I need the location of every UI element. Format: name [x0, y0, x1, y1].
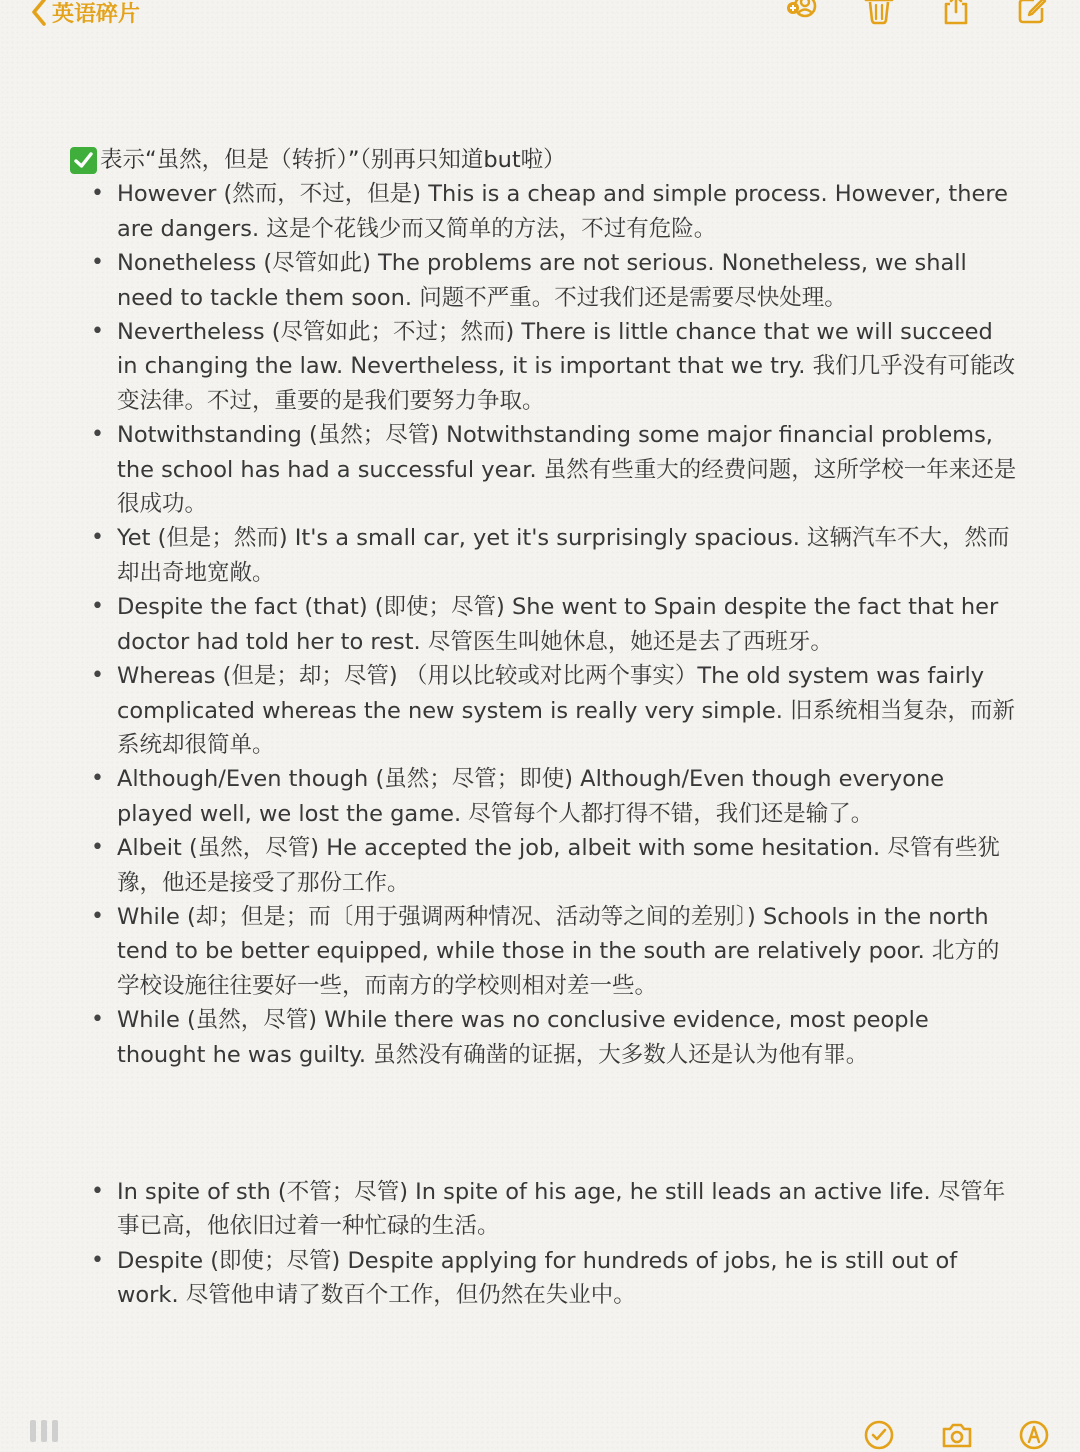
chevron-left-icon — [30, 0, 48, 27]
check-mark-icon — [70, 147, 97, 174]
bullet-list-continued — [70, 1175, 1020, 1313]
list-item-text: While (虽然，尽管) While there was no conclusive evidence, most people thought he was guilty. 虽然没有确凿的证据，大多数人还是认为他有罪。 — [117, 1007, 929, 1068]
bullet-marker: • — [91, 903, 104, 929]
back-button-label: 英语碎片 — [52, 1, 141, 27]
bullet-marker: • — [91, 663, 104, 689]
compose-icon[interactable] — [1014, 0, 1050, 28]
note-heading — [70, 143, 1020, 177]
share-icon[interactable] — [938, 0, 974, 28]
trash-icon[interactable] — [861, 0, 897, 28]
bullet-list — [70, 177, 1020, 1072]
bullet-marker: • — [91, 250, 104, 276]
bullet-marker: • — [91, 422, 104, 448]
list-item — [70, 659, 1020, 762]
list-item — [70, 1244, 1020, 1313]
bullet-marker: • — [91, 181, 104, 207]
bullet-marker: • — [91, 1247, 104, 1273]
bullet-marker: • — [91, 1178, 104, 1204]
bullet-marker: • — [91, 319, 104, 345]
list-item-text: Although/Even though (虽然；尽管；即使) Although/Even though everyone played well, we lost the game. 尽管每个人都打得不错，我们还是输了。 — [117, 766, 945, 827]
checklist-icon[interactable] — [862, 1418, 896, 1452]
list-item-text: Notwithstanding (虽然；尽管) Notwithstanding some major financial problems, the school has had a successful year. 虽然有些重大的经费问题，这所学校一年来还是很成功。 — [117, 422, 1017, 518]
bullet-marker: • — [91, 766, 104, 792]
back-button[interactable] — [30, 0, 140, 30]
list-item-text: However (然而，不过，但是) This is a cheap and simple process. However, there are dangers. 这是个花钱少而又简单的方法，不过有危险。 — [117, 181, 1008, 242]
list-item — [70, 418, 1020, 521]
bullet-marker: • — [91, 835, 104, 861]
list-item — [70, 246, 1020, 315]
list-item — [70, 315, 1020, 418]
blank-lines — [70, 1072, 1020, 1175]
list-item-text: In spite of sth (不管；尽管) In spite of his age, he still leads an active life. 尽管年事已高，他依旧过着一种忙碌的生活。 — [117, 1178, 1006, 1240]
list-item-text: Albeit (虽然，尽管) He accepted the job, albeit with some hesitation. 尽管有些犹豫，他还是接受了那份工作。 — [117, 835, 1000, 896]
list-item-text: Despite (即使；尽管) Despite applying for hundreds of jobs, he is still out of work. 尽管他申请了数百个工作，但仍然在失业中。 — [117, 1247, 958, 1309]
bullet-marker: • — [91, 1007, 104, 1033]
top-toolbar — [0, 0, 1080, 40]
list-item — [70, 900, 1020, 1003]
watermark-logo — [30, 1420, 58, 1442]
list-item-text: Nonetheless (尽管如此) The problems are not serious. Nonetheless, we shall need to tackle them soon. 问题不严重。不过我们还是需要尽快处理。 — [117, 250, 967, 311]
bullet-marker: • — [91, 594, 104, 620]
bullet-marker: • — [91, 525, 104, 551]
list-item — [70, 1175, 1020, 1244]
list-item-text: While (却；但是；而〔用于强调两种情况、活动等之间的差别〕) Schools in the north tend to be better equipped, while those in the south are relatively poor. 北方的学校设施往往要好一些，而南方的学校则相对差一些。 — [117, 903, 1000, 999]
list-item-text: Yet (但是；然而) It's a small car, yet it's surprisingly spacious. 这辆汽车不大，然而却出奇地宽敞。 — [117, 525, 1010, 586]
camera-icon[interactable] — [940, 1418, 974, 1452]
share-collaborate-icon[interactable] — [784, 0, 820, 28]
note-body[interactable] — [70, 143, 1020, 1313]
list-item-text: Whereas (但是；却；尽管) （用以比较或对比两个事实）The old system was fairly complicated whereas the new system is really very simple. 旧系统相当复杂，而新系统却很简单。 — [117, 663, 1016, 758]
list-item — [70, 590, 1020, 659]
note-heading-text: 表示“虽然，但是（转折）”（别再只知道but啦） — [100, 147, 566, 173]
list-item — [70, 177, 1020, 246]
list-item — [70, 1003, 1020, 1072]
list-item-text: Nevertheless (尽管如此；不过；然而) There is little chance that we will succeed in changing the law. Nevertheless, it is important that we try. 我们几乎没有可能改变法律。不过，重要的是我们要努力争取。 — [117, 319, 1016, 414]
markup-icon[interactable] — [1017, 1418, 1051, 1452]
list-item-text: Despite the fact (that) (即使；尽管) She went to Spain despite the fact that her doctor had told her to rest. 尽管医生叫她休息，她还是去了西班牙。 — [117, 594, 999, 655]
list-item — [70, 521, 1020, 590]
list-item — [70, 762, 1020, 831]
list-item — [70, 831, 1020, 900]
